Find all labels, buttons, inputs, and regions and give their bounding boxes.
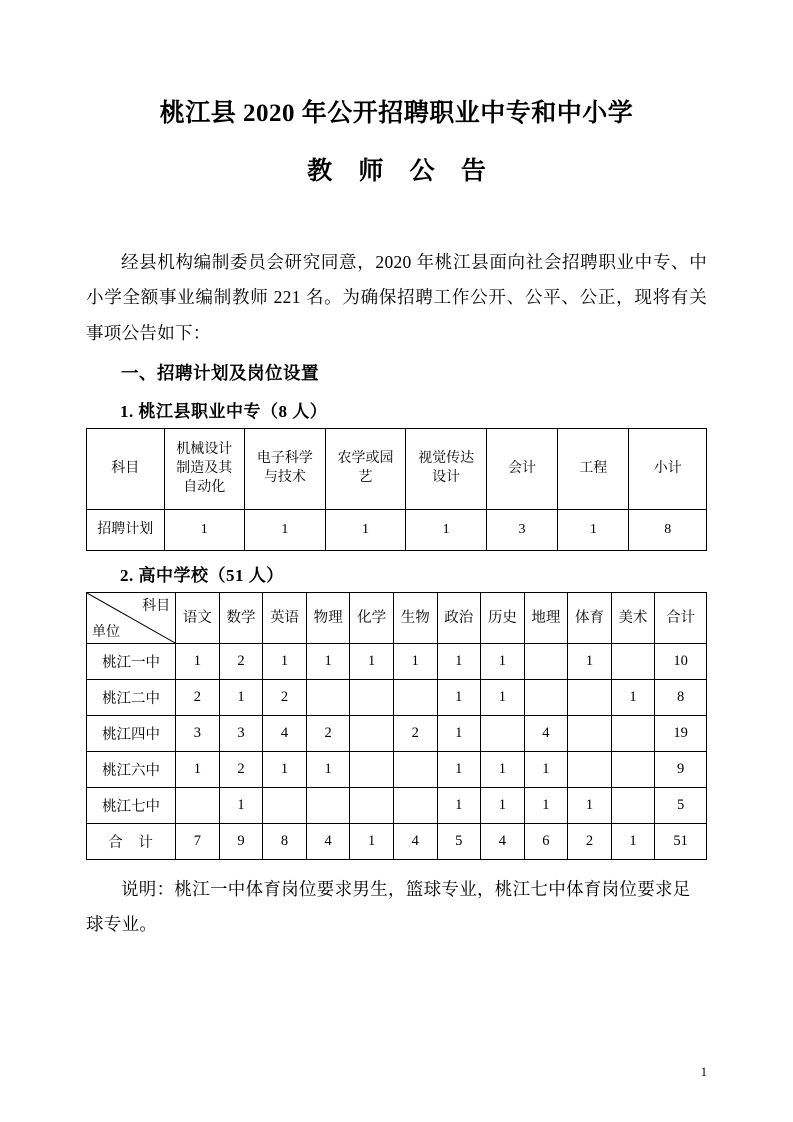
table2-cell: 1	[350, 644, 394, 680]
table2-unit-label: 桃江六中	[87, 752, 176, 788]
table2-subject-header: 物理	[306, 593, 350, 644]
table2-cell	[568, 680, 612, 716]
table2-cell	[611, 752, 655, 788]
table2-subject-header: 数学	[219, 593, 263, 644]
table2-cell: 1	[481, 644, 525, 680]
table2-cell: 1	[306, 644, 350, 680]
table2-cell	[350, 680, 394, 716]
table-note: 说明：桃江一中体育岗位要求男生，篮球专业，桃江七中体育岗位要求足球专业。	[86, 879, 691, 935]
table2-cell	[350, 752, 394, 788]
table2-total-cell: 1	[611, 824, 655, 860]
table2-cell	[611, 716, 655, 752]
table2-unit-label: 桃江二中	[87, 680, 176, 716]
table2-cell	[263, 788, 307, 824]
table2-cell: 1	[568, 644, 612, 680]
table1-row-label: 招聘计划	[87, 510, 165, 551]
table2-cell: 2	[306, 716, 350, 752]
table2-cell	[481, 716, 525, 752]
table2-cell	[306, 788, 350, 824]
table1-header-cell: 农学或园艺	[325, 429, 406, 510]
table1-cell: 8	[629, 510, 707, 551]
table2-cell: 1	[306, 752, 350, 788]
table2-unit-label: 桃江七中	[87, 788, 176, 824]
table2-cell: 5	[655, 788, 707, 824]
table2-cell: 4	[524, 716, 568, 752]
table1-header-cell: 视觉传达设计	[406, 429, 487, 510]
table2-cell: 4	[263, 716, 307, 752]
table1-header-cell: 会计	[486, 429, 557, 510]
table2-cell	[568, 752, 612, 788]
table2-cell: 3	[219, 716, 263, 752]
table2-unit-label: 桃江四中	[87, 716, 176, 752]
table1-header-cell: 小计	[629, 429, 707, 510]
page-title: 桃江县 2020 年公开招聘职业中专和中小学	[159, 100, 634, 127]
table1-cell: 1	[164, 510, 245, 551]
table2-cell	[350, 788, 394, 824]
page-title-line2: 教 师 公 告	[307, 157, 496, 185]
table1-cell: 1	[245, 510, 326, 551]
table2-subject-header: 地理	[524, 593, 568, 644]
table2-cell: 1	[568, 788, 612, 824]
table2-cell: 1	[481, 752, 525, 788]
table-row	[87, 510, 707, 551]
table2-subject-header: 语文	[176, 593, 220, 644]
table2-cell	[176, 788, 220, 824]
table1-cell: 1	[406, 510, 487, 551]
table2-total-cell: 5	[437, 824, 481, 860]
table1-header-cell: 工程	[558, 429, 629, 510]
table2-unit-label: 桃江一中	[87, 644, 176, 680]
table2-total-cell: 2	[568, 824, 612, 860]
table1-header-cell: 电子科学与技术	[245, 429, 326, 510]
table2-total-cell: 4	[393, 824, 437, 860]
table-row	[87, 788, 707, 824]
table2-subject-header: 体育	[568, 593, 612, 644]
table2-cell	[524, 644, 568, 680]
table-row	[87, 593, 707, 644]
table2-cell: 10	[655, 644, 707, 680]
table2-cell: 3	[176, 716, 220, 752]
table2-subject-header: 历史	[481, 593, 525, 644]
table2-cell: 19	[655, 716, 707, 752]
subsection-heading-high-schools: 2. 高中学校（51 人）	[120, 566, 284, 586]
table2-cell: 2	[176, 680, 220, 716]
table2-cell	[306, 680, 350, 716]
table2-cell: 2	[263, 680, 307, 716]
table1-cell: 1	[325, 510, 406, 551]
table2-subject-header: 政治	[437, 593, 481, 644]
table2-total-cell: 6	[524, 824, 568, 860]
table2-corner-subject-label: 科目	[142, 599, 171, 615]
table-row	[87, 644, 707, 680]
table2-total-cell: 4	[481, 824, 525, 860]
table2-subject-header: 合计	[655, 593, 707, 644]
table2-cell: 1	[611, 680, 655, 716]
table2-cell: 1	[176, 644, 220, 680]
high-school-table	[86, 592, 707, 860]
table2-cell: 1	[219, 680, 263, 716]
table2-cell: 1	[437, 788, 481, 824]
vocational-school-table	[86, 428, 707, 551]
table2-total-cell: 4	[306, 824, 350, 860]
table2-cell: 1	[263, 752, 307, 788]
table-row-total	[87, 824, 707, 860]
table2-cell: 9	[655, 752, 707, 788]
table2-cell	[524, 680, 568, 716]
table2-cell: 1	[524, 752, 568, 788]
table1-header-cell: 机械设计制造及其自动化	[164, 429, 245, 510]
table2-cell: 1	[393, 644, 437, 680]
table2-cell: 2	[393, 716, 437, 752]
table1-cell: 1	[558, 510, 629, 551]
table2-cell: 1	[437, 680, 481, 716]
table2-cell	[393, 752, 437, 788]
table2-total-label: 合 计	[87, 824, 176, 860]
table2-cell	[568, 716, 612, 752]
table2-total-cell: 9	[219, 824, 263, 860]
table2-subject-header: 化学	[350, 593, 394, 644]
table2-cell: 1	[219, 788, 263, 824]
table2-subject-header: 生物	[393, 593, 437, 644]
table2-total-cell: 8	[263, 824, 307, 860]
table2-cell: 1	[437, 644, 481, 680]
table2-cell: 1	[481, 788, 525, 824]
table2-cell	[350, 716, 394, 752]
table2-cell: 1	[263, 644, 307, 680]
table2-cell	[611, 644, 655, 680]
table-row	[87, 680, 707, 716]
table1-header-cell: 科目	[87, 429, 165, 510]
table2-cell	[393, 788, 437, 824]
table2-cell: 2	[219, 644, 263, 680]
table-row	[87, 429, 707, 510]
table2-total-cell: 51	[655, 824, 707, 860]
table2-total-cell: 7	[176, 824, 220, 860]
table2-cell	[393, 680, 437, 716]
table2-subject-header: 美术	[611, 593, 655, 644]
table2-cell: 1	[481, 680, 525, 716]
table2-corner-unit-label: 单位	[92, 625, 120, 641]
table2-cell: 1	[437, 716, 481, 752]
table2-cell: 8	[655, 680, 707, 716]
table-row	[87, 716, 707, 752]
intro-paragraph: 经县机构编制委员会研究同意，2020 年桃江县面向社会招聘职业中专、中小学全额事业编制教师 221 名。为确保招聘工作公开、公平、公正，现将有关事项公告如下：	[86, 251, 707, 344]
subsection-heading-vocational-school: 1. 桃江县职业中专（8 人）	[120, 402, 328, 422]
table2-corner-cell	[87, 593, 176, 644]
table2-cell: 1	[176, 752, 220, 788]
table2-subject-header: 英语	[263, 593, 307, 644]
table2-cell: 2	[219, 752, 263, 788]
table-row	[87, 752, 707, 788]
section-heading-recruitment-plan: 一、招聘计划及岗位设置	[121, 363, 319, 384]
table2-total-cell: 1	[350, 824, 394, 860]
table2-cell: 1	[437, 752, 481, 788]
table2-cell: 1	[524, 788, 568, 824]
table2-cell	[611, 788, 655, 824]
table1-cell: 3	[486, 510, 557, 551]
page-number: 1	[700, 1065, 707, 1079]
